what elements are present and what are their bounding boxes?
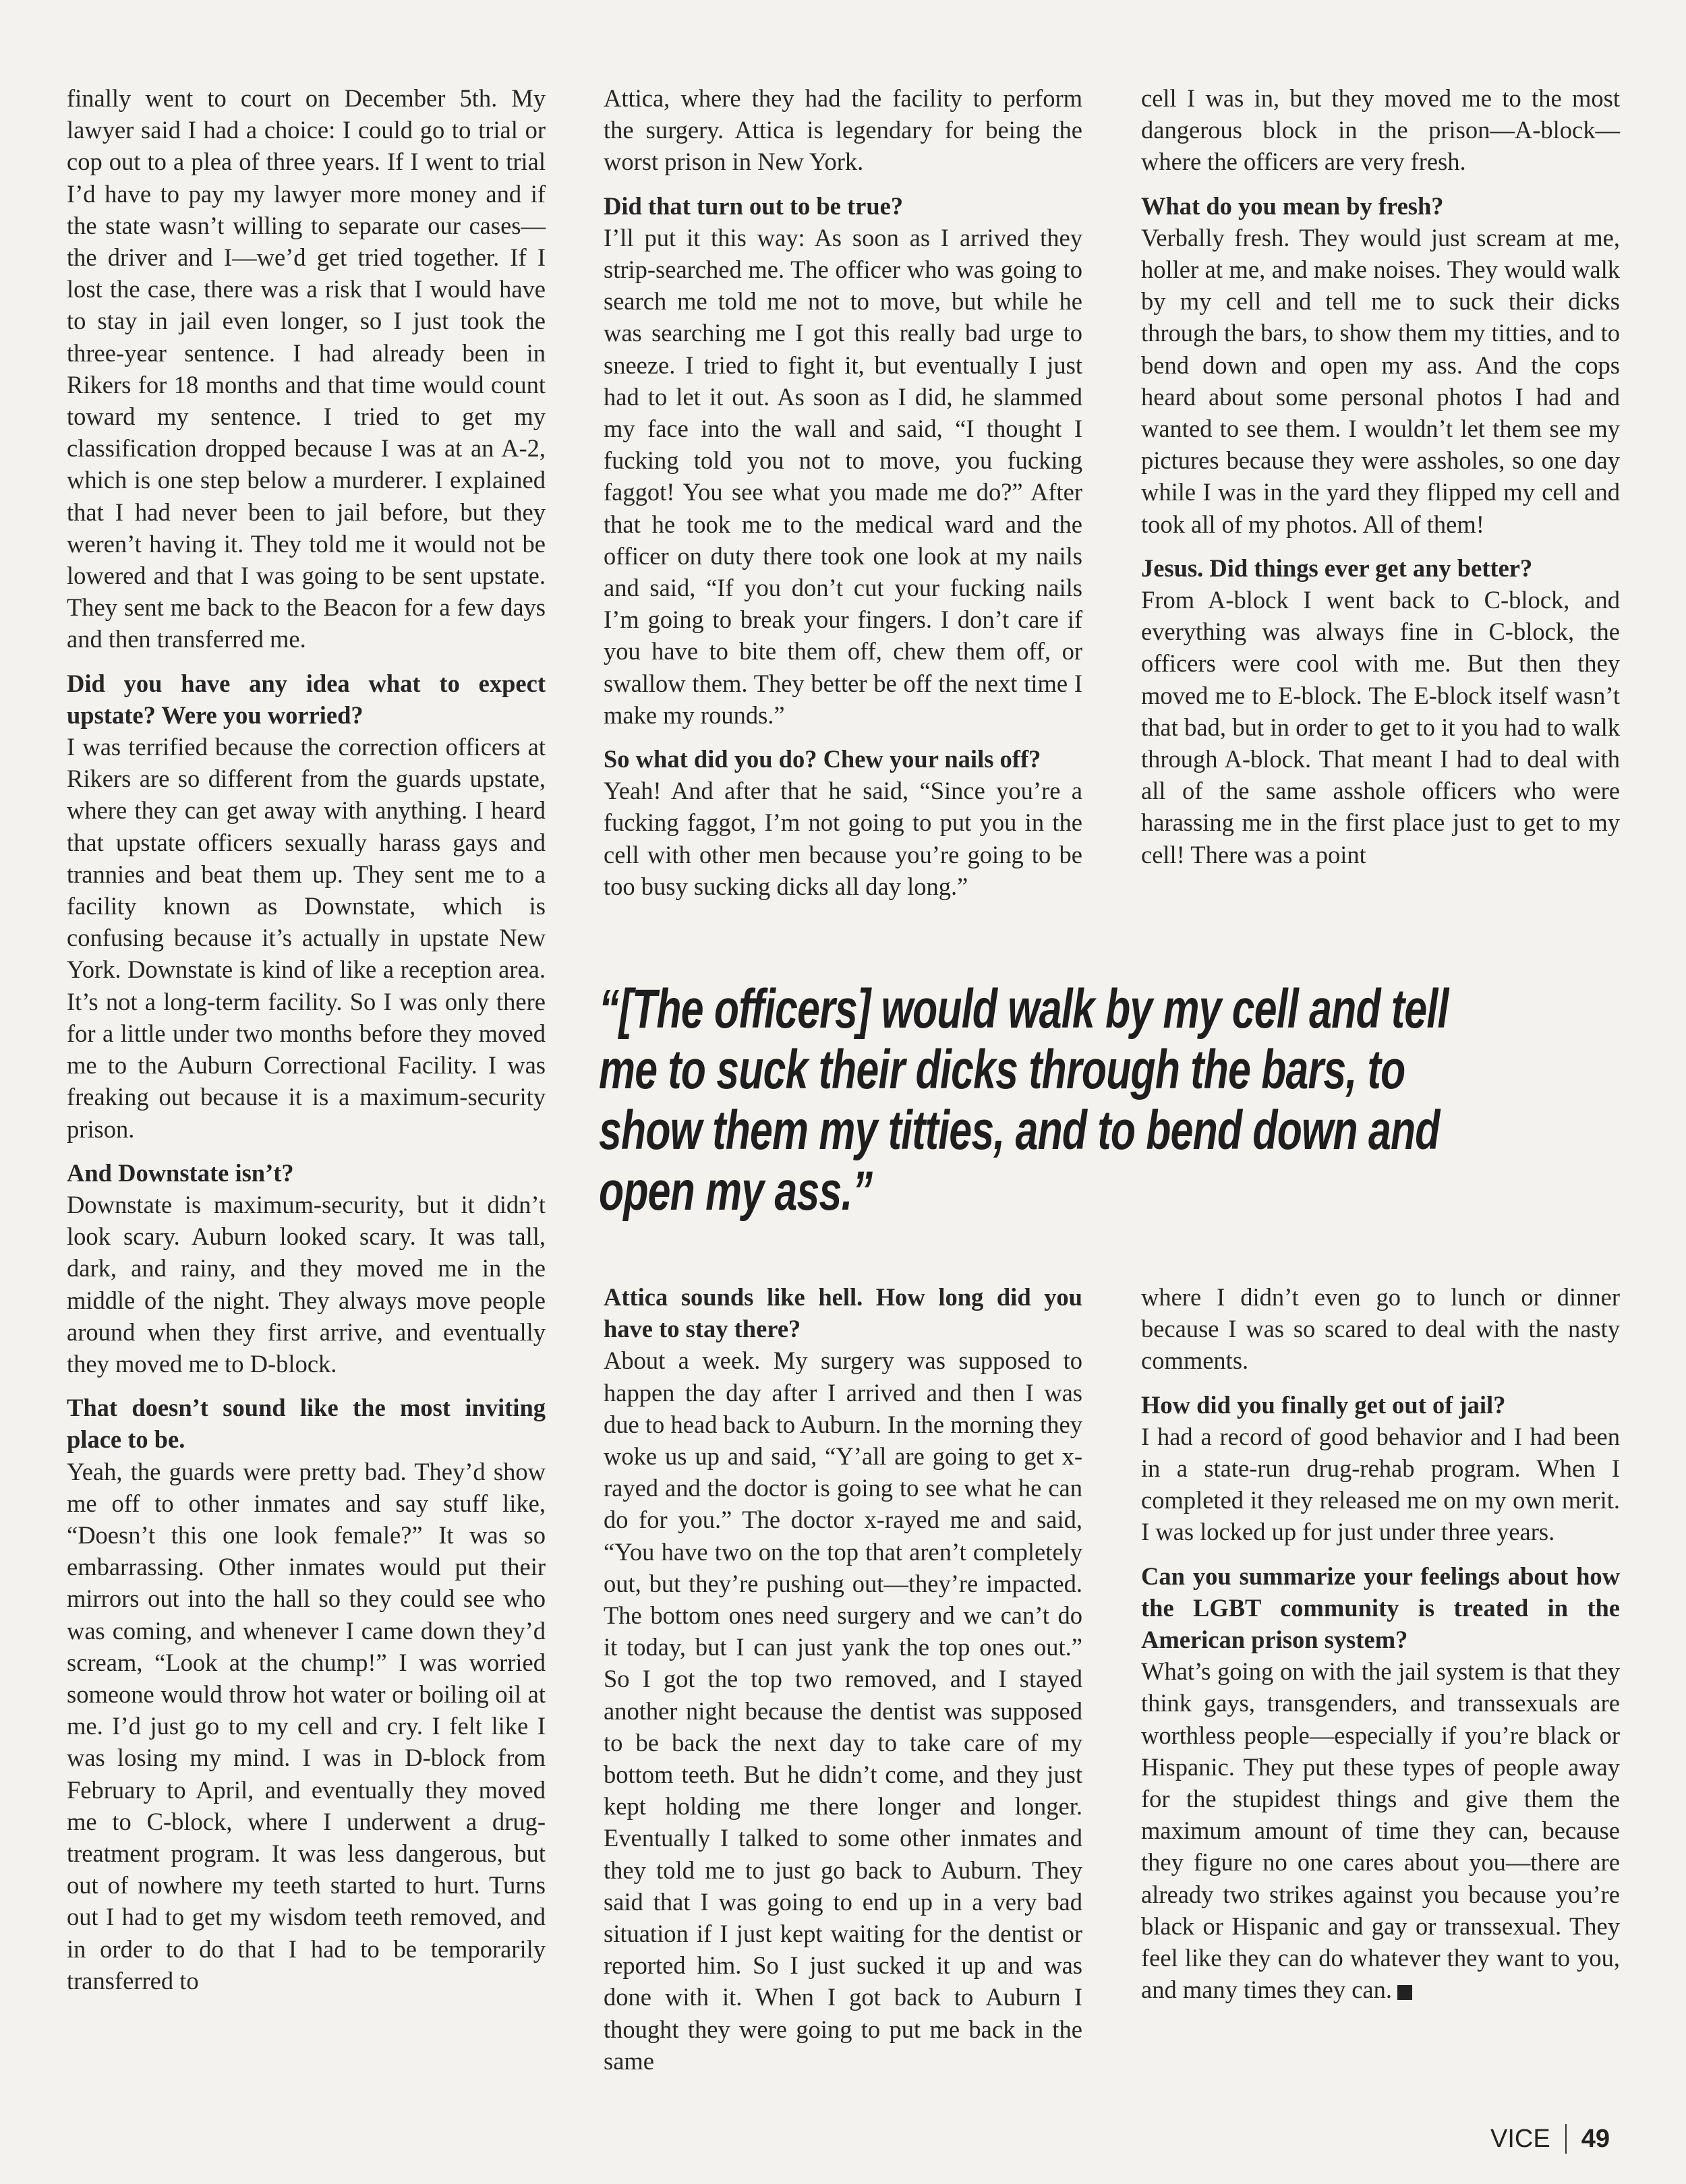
- column-3-top: [1141, 82, 1620, 883]
- column-1: [67, 82, 546, 2009]
- pull-quote-line: show them my titties, and to bend down and: [599, 1100, 1440, 1161]
- paragraph-text: Verbally fresh. They would just scream at me, holler at me, and make noises. They would walk by my cell and tell me to suck their dicks through the bars, to show them my titties, and to bend down and open my ass. And the cops heard about some personal photos I had and wanted to see them. I wouldn’t let them see my pictures because they were assholes, so one day while I was in the yard they flipped my cell and took all of my photos. All of them!: [1141, 223, 1620, 538]
- interview-answer: [67, 731, 546, 1145]
- interview-answer: [67, 82, 546, 655]
- interview-answer: [604, 775, 1082, 902]
- column-2-top: [604, 82, 1082, 914]
- paragraph-text: Yeah, the guards were pretty bad. They’d show me off to other inmates and say stuff like, “Doesn’t this one look female?” It was so embarrassing. Other inmates would put their mirrors out into the hall so they could see who was coming, and whenever I came down they’d scream, “Look at the chump!” I was worried someone would throw hot water or boiling oil at me. I’d just go to my cell and cry. I felt like I was losing my mind. I was in D-block from February to April, and eventually they moved me to C-block, where I underwent a drug-treatment program. It was less dangerous, but out of nowhere my teeth started to hurt. Turns out I had to get my wisdom teeth removed, and in order to do that I had to be temporarily transferred to: [67, 1457, 546, 1995]
- pull-quote-line: “[The officers] would walk by my cell and tell: [599, 978, 1449, 1040]
- interview-answer: [604, 222, 1082, 731]
- paragraph-text: Downstate is maximum-security, but it didn’t look scary. Auburn looked scary. It was tall, dark, and rainy, and they moved me in the middle of the night. They always move people around when they first arrive, and eventually they moved me to D-block.: [67, 1190, 546, 1378]
- paragraph-text: cell I was in, but they moved me to the most dangerous block in the prison—A-block—where the officers are very fresh.: [1141, 84, 1620, 176]
- pull-quote-line: me to suck their dicks through the bars, to: [599, 1039, 1405, 1100]
- paragraph-text: I was terrified because the correction officers at Rikers are so different from the guards upstate, where they can get away with anything. I heard that upstate officers sexually harass gays and trannies and beat them up. They sent me to a facility known as Downstate, which is confusing because it’s actually in upstate New York. Downstate is kind of like a reception area. It’s not a long-term facility. So I was only there for a little under two months before they moved me to the Auburn Correctional Facility. I was freaking out because it is a maximum-security prison.: [67, 733, 546, 1143]
- paragraph-text: Did that turn out to be true?: [604, 191, 904, 220]
- paragraph-text: How did you finally get out of jail?: [1141, 1390, 1506, 1419]
- pull-quote-line: open my ass.”: [599, 1160, 873, 1222]
- paragraph-text: I had a record of good behavior and I had been in a state-run drug-rehab program. When I completed it they released me on my own merit. I was locked up for just under three years.: [1141, 1422, 1620, 1546]
- interview-question: [67, 1157, 546, 1189]
- column-2-bottom: [604, 1281, 1082, 2089]
- pull-quote: [599, 979, 1610, 1222]
- interview-answer: [1141, 82, 1620, 178]
- interview-question: [1141, 1389, 1620, 1421]
- paragraph-text: About a week. My surgery was supposed to happen the day after I arrived and then I was due to head back to Auburn. In the morning they woke us up and said, “Y’all are going to get x-rayed and the doctor is going to see what he can do for you.” The doctor x-rayed me and said, “You have two on the top that aren’t completely out, but they’re pushing out—they’re impacted. The bottom ones need surgery and we can’t do it today, but I can just yank the top ones out.” So I got the top two removed, and I stayed another night because the dentist was supposed to be back the next day to take care of my bottom teeth. But he didn’t come, and they just kept holding me there longer and longer. Eventually I talked to some other inmates and they told me to just go back to Auburn. They said that I was going to end up in a very bad situation if I just kept waiting for the dentist or reported him. So I just sucked it up and was done with it. When I got back to Auburn I thought they were going to put me back in the same: [604, 1347, 1082, 2075]
- column-3-bottom: [1141, 1281, 1620, 2017]
- interview-answer: [1141, 1655, 1620, 2005]
- interview-question: [1141, 190, 1620, 222]
- interview-answer: [67, 1456, 546, 1997]
- paragraph-text: From A-block I went back to C-block, and everything was always fine in C-block, the officers were cool with me. But then they moved me to E-block. The E-block itself wasn’t that bad, but in order to get to it you had to walk through A-block. That meant I had to deal with all of the same asshole officers who were harassing me in the first place just to get to my cell! There was a point: [1141, 586, 1620, 868]
- paragraph-text: And Downstate isn’t?: [67, 1158, 294, 1187]
- paragraph-text: What’s going on with the jail system is that they think gays, transgenders, and transsexuals are worthless people—especially if you’re black or Hispanic. They put these types of people away for the stupidest things and give them the maximum amount of time they can, because they figure no one cares about you—there are already two strikes against you because you’re black or Hispanic and gay or transsexual. They feel like they can do whatever they want to you, and many times they can.: [1141, 1657, 1620, 2004]
- interview-question: [1141, 1560, 1620, 1656]
- paragraph-text: Can you summarize your feelings about how the LGBT community is treated in the American prison system?: [1141, 1562, 1620, 1654]
- interview-answer: [604, 1345, 1082, 2077]
- paragraph-text: Attica, where they had the facility to perform the surgery. Attica is legendary for being the worst prison in New York.: [604, 84, 1082, 176]
- interview-question: [1141, 552, 1620, 584]
- interview-question: [67, 1392, 546, 1455]
- interview-answer: [67, 1189, 546, 1380]
- footer-divider: [1565, 2124, 1567, 2154]
- paragraph-text: Yeah! And after that he said, “Since you’re a fucking faggot, I’m not going to put you in the cell with other men because you’re going to be too busy sucking dicks all day long.”: [604, 777, 1082, 900]
- interview-answer: [1141, 1281, 1620, 1377]
- end-mark-icon: [1397, 1985, 1412, 2000]
- interview-question: [604, 1281, 1082, 1345]
- paragraph-text: Jesus. Did things ever get any better?: [1141, 554, 1533, 582]
- paragraph-text: Attica sounds like hell. How long did you have to stay there?: [604, 1283, 1082, 1343]
- interview-answer: [1141, 1421, 1620, 1548]
- paragraph-text: Did you have any idea what to expect upstate? Were you worried?: [67, 669, 546, 729]
- interview-question: [604, 743, 1082, 775]
- interview-answer: [1141, 222, 1620, 540]
- paragraph-text: That doesn’t sound like the most inviting place to be.: [67, 1394, 546, 1454]
- paragraph-text: where I didn’t even go to lunch or dinner because I was so scared to deal with the nasty comments.: [1141, 1283, 1620, 1375]
- paragraph-text: So what did you do? Chew your nails off?: [604, 745, 1041, 773]
- interview-answer: [1141, 584, 1620, 870]
- interview-question: [604, 190, 1082, 222]
- paragraph-text: I’ll put it this way: As soon as I arrived they strip-searched me. The officer who was going to search me told me not to move, but while he was searching me I got this really bad urge to sneeze. I tried to fight it, but eventually I just had to let it out. As soon as I did, he slammed my face into the wall and said, “I thought I fucking told you not to move, you fucking faggot! You see what you made me do?” After that he took me to the medical ward and the officer on duty there took one look at my nails and said, “If you don’t cut your fucking nails I’m going to break your fingers. I don’t care if you have to bite them off, chew them off, or swallow them. They better be off the next time I make my rounds.”: [604, 223, 1082, 729]
- magazine-name: VICE: [1490, 2124, 1550, 2153]
- interview-question: [67, 668, 546, 731]
- interview-answer: [604, 82, 1082, 178]
- page-number: 49: [1581, 2124, 1610, 2153]
- page-footer: [1490, 2124, 1610, 2154]
- paragraph-text: What do you mean by fresh?: [1141, 191, 1444, 220]
- paragraph-text: finally went to court on December 5th. My lawyer said I had a choice: I could go to trial or cop out to a plea of three years. If I went to trial I’d have to pay my lawyer more money and if the state wasn’t willing to separate our cases—the driver and I—we’d get tried together. If I lost the case, there was a risk that I would have to stay in jail even longer, so I just took the three-year sentence. I had already been in Rikers for 18 months and that time would count toward my sentence. I tried to get my classification dropped because I was at an A-2, which is one step below a murderer. I explained that I had never been to jail before, but they weren’t having it. They told me it would not be lowered and that I was going to be sent upstate. They sent me back to the Beacon for a few days and then transferred me.: [67, 84, 546, 653]
